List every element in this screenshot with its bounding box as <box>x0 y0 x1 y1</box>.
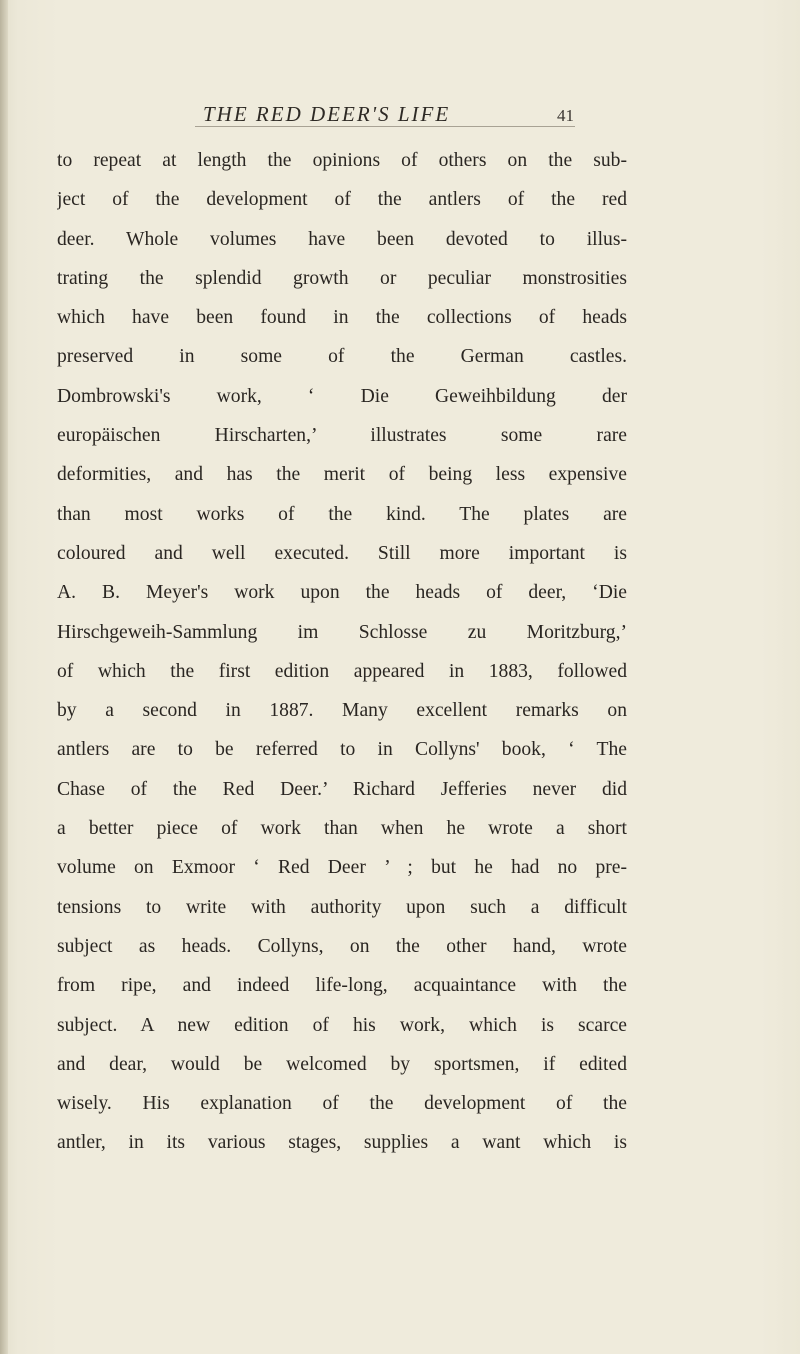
page-gutter <box>0 0 8 1354</box>
text-line: to repeat at length the opinions of others on the sub- <box>57 150 627 171</box>
text-line: deer. Whole volumes have been devoted to illus- <box>57 228 627 250</box>
text-line: of which the first edition appeared in 1883, followed <box>57 660 627 682</box>
text-line: antler, in its various stages, supplies a want which is <box>57 1132 627 1154</box>
text-line: Hirschgeweih-Sammlung im Schlosse zu Moritzburg,’ <box>57 621 627 643</box>
text-line: antlers are to be referred to in Collyns' book, ‘ The <box>57 739 627 761</box>
text-line: preserved in some of the German castles. <box>57 346 627 368</box>
text-line: volume on Exmoor ‘ Red Deer ’ ; but he had no pre- <box>57 857 627 879</box>
text-line: coloured and well executed. Still more important is <box>57 542 627 564</box>
text-line: Chase of the Red Deer.’ Richard Jefferies never did <box>57 778 627 800</box>
text-line: tensions to write with authority upon such a difficult <box>57 896 627 918</box>
text-line: wisely. His explanation of the development of the <box>57 1093 627 1115</box>
text-line: A. B. Meyer's work upon the heads of deer, ‘Die <box>57 582 627 604</box>
text-line: ject of the development of the antlers of the red <box>57 189 627 211</box>
text-line: europäischen Hirscharten,’ illustrates some rare <box>57 425 627 447</box>
header-rule <box>195 126 575 127</box>
text-line: trating the splendid growth or peculiar monstrosities <box>57 267 627 289</box>
text-line: and dear, would be welcomed by sportsmen, if edited <box>57 1053 627 1075</box>
text-line: Dombrowski's work, ‘ Die Geweihbildung der <box>57 385 627 407</box>
running-title: THE RED DEER'S LIFE <box>203 102 451 126</box>
text-line: which have been found in the collections of heads <box>57 307 627 329</box>
text-line: a better piece of work than when he wrote a short <box>57 818 627 840</box>
text-line: than most works of the kind. The plates are <box>57 503 627 525</box>
text-line: by a second in 1887. Many excellent remarks on <box>57 700 627 722</box>
body-text <box>57 141 627 1163</box>
text-line: subject. A new edition of his work, which is scarce <box>57 1014 627 1036</box>
text-line: from ripe, and indeed life-long, acquaintance with the <box>57 975 627 997</box>
running-head <box>0 100 800 140</box>
text-line: subject as heads. Collyns, on the other hand, wrote <box>57 935 627 957</box>
text-line: deformities, and has the merit of being less expensive <box>57 464 627 486</box>
page-number: 41 <box>557 106 574 125</box>
